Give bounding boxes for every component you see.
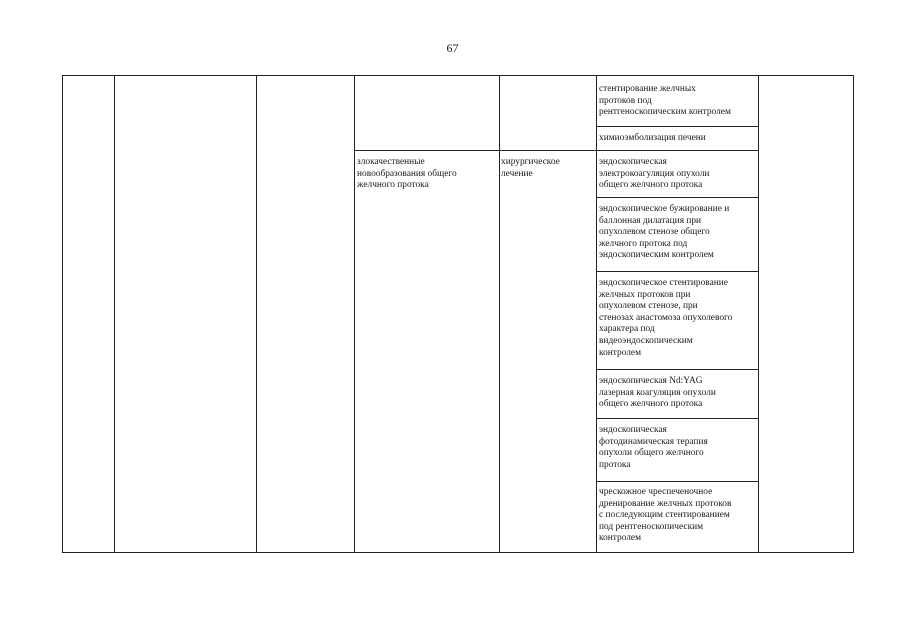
column-divider	[354, 76, 355, 552]
method-cell: эндоскопическая Nd:YAG лазерная коагуляция опухоли общего желчного протока	[599, 376, 716, 410]
method-cell: чрескожное чреспеченочное дренирование желчных протоков с последующим стентированием под рентгеноскопическим контролем	[599, 487, 732, 544]
row-divider	[596, 369, 758, 370]
method-cell: эндоскопическое стентирование желчных протоков при опухолевом стенозе, при стенозах анастомоза опухолевого характера под видеоэндоскопическим контролем	[599, 278, 733, 358]
method-cell: эндоскопическая фотодинамическая терапия опухоли общего желчного протока	[599, 425, 708, 470]
data-table	[62, 75, 854, 553]
disease-cell: злокачественные новообразования общего желчного протока	[357, 157, 457, 191]
method-cell: химиоэмболизация печени	[599, 133, 706, 143]
column-divider	[499, 76, 500, 552]
row-divider	[596, 197, 758, 198]
row-divider	[596, 481, 758, 482]
column-divider	[256, 76, 257, 552]
method-cell: эндоскопическое бужирование и баллонная дилатация при опухолевом стенозе общего желчного протока под эндоскопическим контролем	[599, 204, 730, 261]
method-cell: эндоскопическая электрокоагуляция опухоли общего желчного протока	[599, 157, 710, 191]
column-divider	[114, 76, 115, 552]
treatment-type-cell: хирургическое лечение	[501, 157, 560, 179]
row-divider	[596, 418, 758, 419]
row-divider	[596, 126, 758, 127]
row-divider	[596, 271, 758, 272]
page-number: 67	[446, 41, 459, 55]
row-divider	[354, 150, 758, 151]
method-cell: стентирование желчных протоков под рентгеноскопическим контролем	[599, 84, 731, 118]
column-divider	[758, 76, 759, 552]
